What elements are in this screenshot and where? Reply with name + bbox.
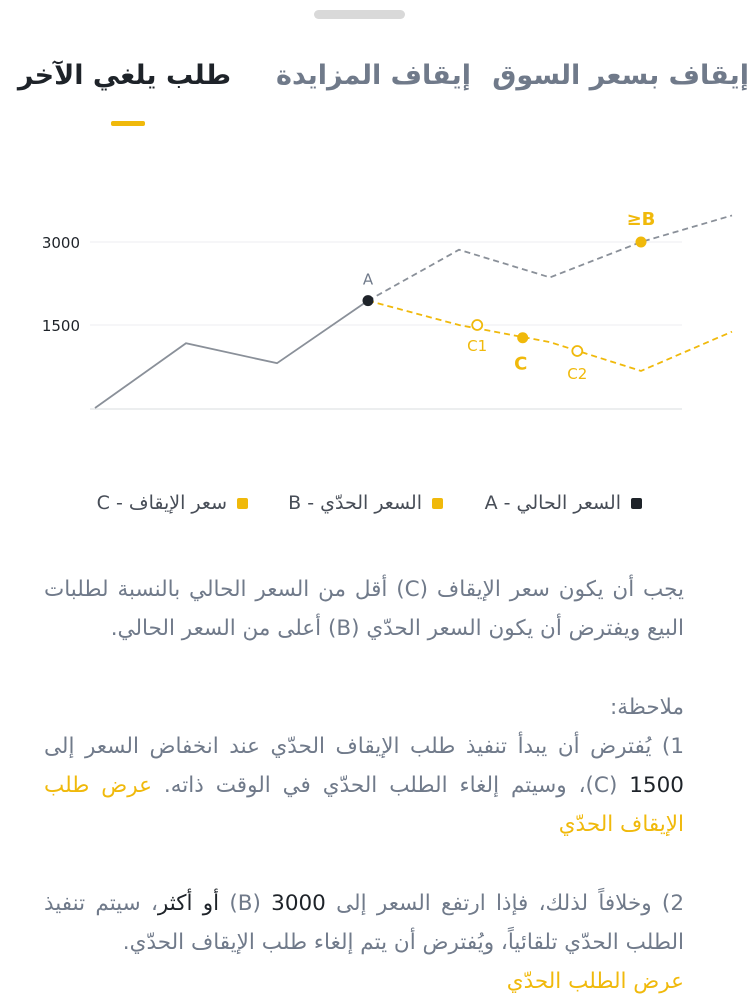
oco-price-chart (0, 180, 719, 450)
note-title: ملاحظة: (609, 695, 684, 720)
note2-text-b: (B) (219, 891, 272, 916)
series-line-0 (95, 301, 368, 408)
note1-text-b: (C)، وسيتم إلغاء الطلب الحدّي في الوقت ذاته. (151, 773, 630, 798)
point-marker-C (517, 332, 528, 343)
view-stop-limit-order-link[interactable]: عرض طلب الإيقاف الحدّي (44, 773, 684, 837)
point-label-C1: C1 (467, 337, 488, 355)
legend-swatch-current (631, 498, 642, 509)
legend-label-current: السعر الحالي - A (484, 492, 621, 514)
tab-oco[interactable]: طلب يلغي الآخر (17, 60, 231, 91)
point-marker-A (363, 295, 374, 306)
point-marker-gte-B (636, 237, 647, 248)
legend-label-limit: السعر الحدّي - B (288, 492, 422, 514)
oco-explanation (44, 570, 684, 1001)
legend-label-stop: سعر الإيقاف - C (96, 492, 227, 514)
point-label-C: C (514, 353, 528, 375)
note-item-2 (44, 884, 684, 1001)
point-label-gte-B: ≥B (626, 209, 656, 230)
active-tab-indicator (111, 121, 145, 126)
chart-legend (0, 492, 719, 526)
note2-text-c: ، سيتم تنفيذ الطلب الحدّي تلقائياً، ويُفترض أن يتم إلغاء طلب الإيقاف الحدّي. (44, 891, 684, 955)
tab-trailing-stop[interactable]: إيقاف المزايدة (276, 60, 471, 91)
explanation-paragraph: يجب أن يكون سعر الإيقاف (C) أقل من السعر الحالي بالنسبة لطلبات البيع ويفترض أن يكون السعر الحدّي (B) أعلى من السعر الحالي. (44, 577, 685, 641)
note2-emphasis: أو أكثر (157, 891, 220, 916)
view-limit-order-link[interactable]: عرض الطلب الحدّي (506, 969, 684, 994)
y-tick-label-1: 1500 (41, 317, 80, 335)
legend-item-limit-price (288, 492, 443, 514)
note1-text-a: 1) يُفترض أن يبدأ تنفيذ طلب الإيقاف الحدّي عند انخفاض السعر إلى (44, 734, 684, 759)
tab-stop-market[interactable]: إيقاف بسعر السوق (492, 60, 749, 91)
note-item-1 (44, 727, 684, 844)
legend-swatch-stop (237, 498, 248, 509)
series-line-1 (368, 215, 732, 300)
order-type-tabs (0, 48, 749, 138)
note2-price: 3000 (271, 891, 326, 916)
note1-price: 1500 (629, 773, 684, 798)
legend-swatch-limit (432, 498, 443, 509)
note2-text-a: 2) وخلافاً لذلك، فإذا ارتفع السعر إلى (325, 891, 684, 916)
point-label-C2: C2 (567, 365, 588, 384)
point-marker-C2 (572, 346, 582, 356)
y-tick-label-0: 3000 (41, 234, 80, 252)
legend-item-current-price (485, 492, 642, 514)
legend-item-stop-price (97, 492, 248, 514)
point-marker-C1 (472, 320, 482, 330)
point-label-A: A (362, 270, 374, 289)
sheet-drag-handle[interactable] (314, 10, 405, 19)
series-line-2 (368, 301, 732, 371)
